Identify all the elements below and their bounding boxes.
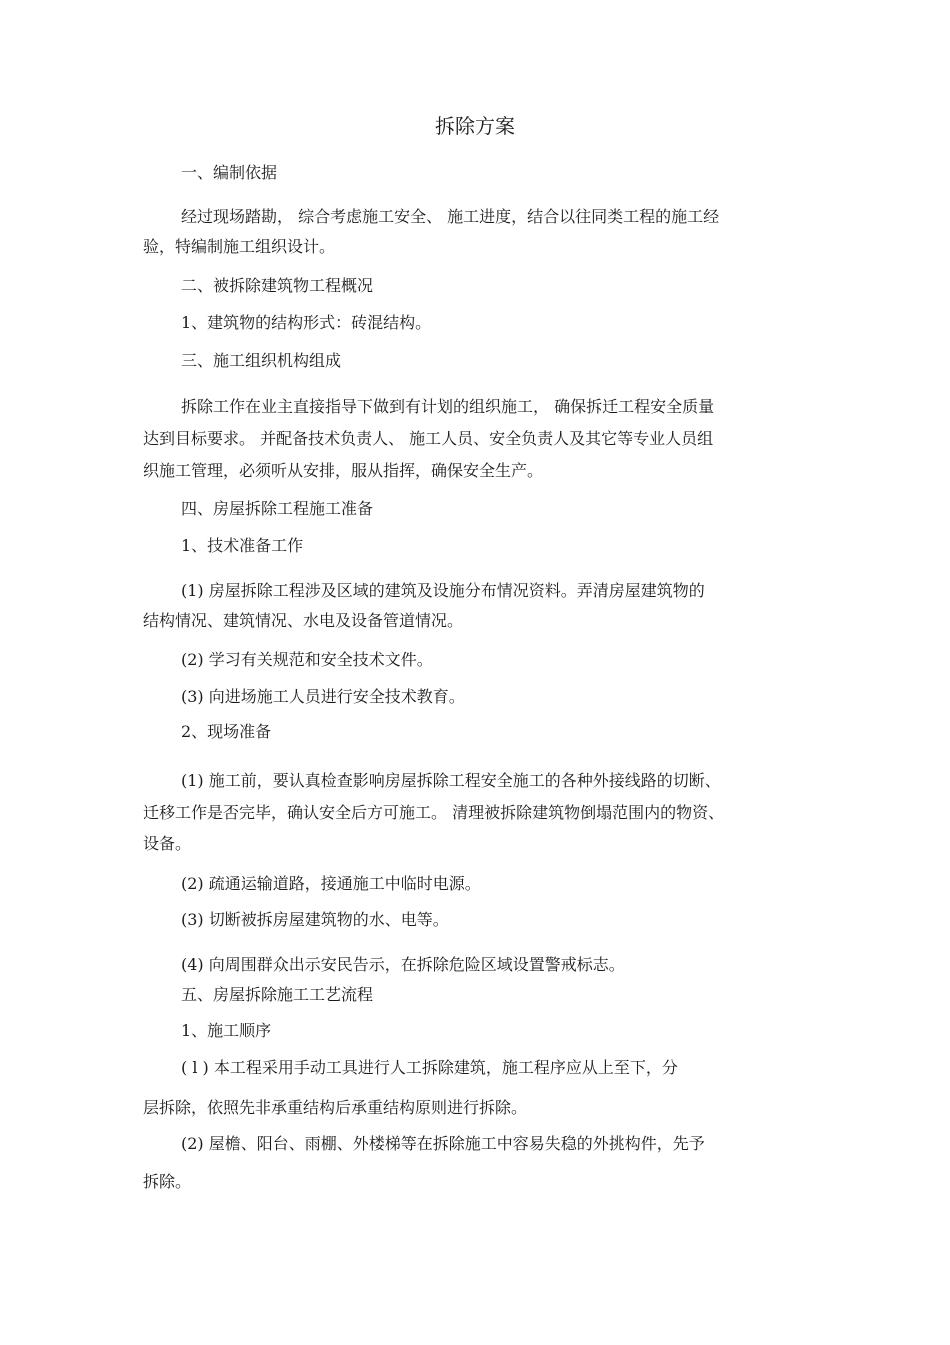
paragraph-line: 达到目标要求。 并配备技术负责人、 施工人员、安全负责人及其它等专业人员组	[143, 429, 714, 448]
list-item-continuation: 拆除。	[143, 1172, 192, 1191]
list-item: (2) 学习有关规范和安全技术文件。	[181, 650, 433, 669]
paragraph-line: 经过现场踏勘， 综合考虑施工安全、 施工进度，结合以往同类工程的施工经	[181, 207, 720, 226]
paragraph-line: 拆除工作在业主直接指导下做到有计划的组织施工， 确保拆迁工程安全质量	[181, 397, 715, 416]
paragraph-line: 验，特编制施工组织设计。	[143, 237, 336, 256]
subsection-heading: 1、施工顺序	[181, 1021, 272, 1040]
document-title: 拆除方案	[435, 114, 515, 138]
paragraph-line: 织施工管理，必须听从安排，服从指挥，确保安全生产。	[143, 461, 544, 480]
list-item: (3) 切断被拆房屋建筑物的水、电等。	[181, 910, 449, 929]
list-item: (4) 向周围群众出示安民告示，在拆除危险区域设置警戒标志。	[181, 955, 625, 974]
section-heading-5: 五、房屋拆除施工工艺流程	[181, 985, 374, 1004]
subsection-heading: 2、现场准备	[181, 722, 272, 741]
section-heading-1: 一、编制依据	[181, 163, 278, 182]
list-item: 1、建筑物的结构形式：砖混结构。	[181, 313, 432, 332]
section-heading-2: 二、被拆除建筑物工程概况	[181, 276, 374, 295]
list-item: ( l ) 本工程采用手动工具进行人工拆除建筑，施工程序应从上至下，分	[181, 1058, 678, 1077]
list-item-continuation: 层拆除，依照先非承重结构后承重结构原则进行拆除。	[143, 1098, 528, 1117]
subsection-heading: 1、技术准备工作	[181, 536, 304, 555]
list-item: (2) 屋檐、阳台、雨棚、外楼梯等在拆除施工中容易失稳的外挑构件，先予	[181, 1134, 705, 1153]
list-item: (2) 疏通运输道路，接通施工中临时电源。	[181, 874, 481, 893]
list-item: (1) 房屋拆除工程涉及区域的建筑及设施分布情况资料。弄清房屋建筑物的	[181, 581, 705, 600]
section-heading-4: 四、房屋拆除工程施工准备	[181, 499, 374, 518]
list-item-continuation: 迁移工作是否完毕，确认安全后方可施工。 清理被拆除建筑物倒塌范围内的物资、	[143, 803, 725, 822]
list-item: (1) 施工前，要认真检查影响房屋拆除工程安全施工的各种外接线路的切断、	[181, 771, 721, 790]
section-heading-3: 三、施工组织机构组成	[181, 351, 342, 370]
list-item-continuation: 结构情况、建筑情况、水电及设备管道情况。	[143, 611, 464, 630]
list-item-continuation: 设备。	[143, 834, 192, 853]
list-item: (3) 向进场施工人员进行安全技术教育。	[181, 687, 465, 706]
